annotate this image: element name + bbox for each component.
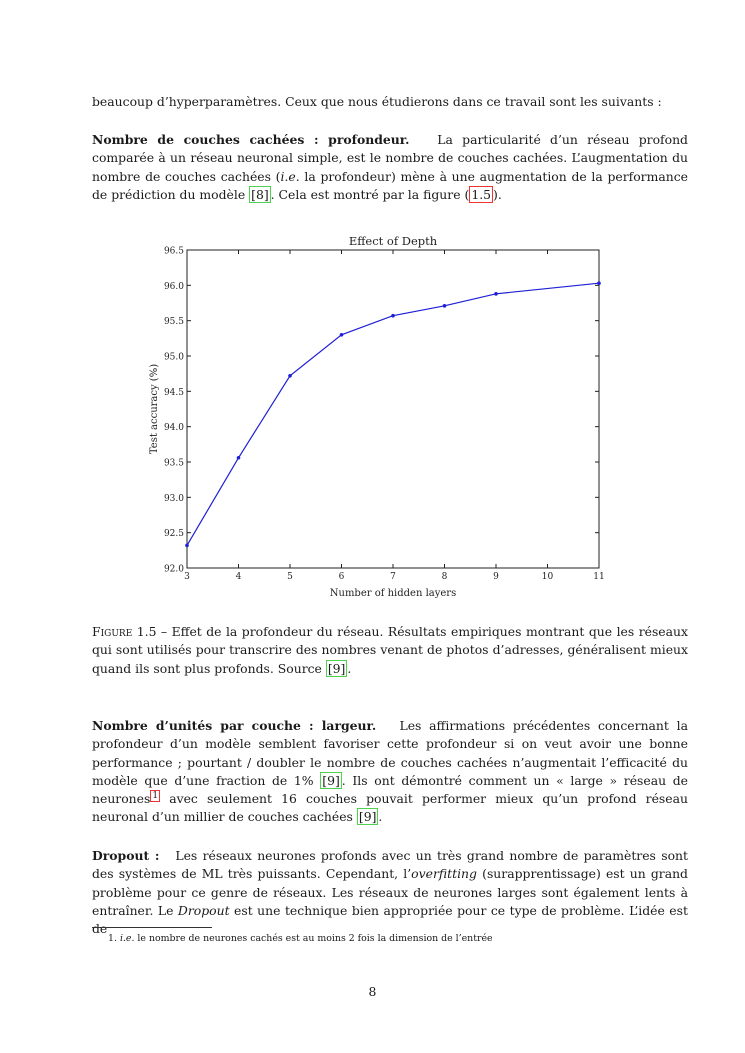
x-tick-label: 3 xyxy=(184,572,190,582)
x-tick-label: 4 xyxy=(235,572,242,582)
figure-caption: Figure 1.5 – Effet de la profondeur du réseau. Résultats empiriques montrant que les réseaux qui sont utilisés pour transcrire des nombres venant de photos d’adresses, généralisent mieux quand ils sont plus profonds. Source [9] . xyxy=(92,624,688,676)
data-point xyxy=(185,544,189,548)
chart-title: Effect of Depth xyxy=(348,234,438,248)
plot-area xyxy=(187,250,599,568)
data-point xyxy=(597,281,601,285)
depth-paragraph: Nombre de couches cachées : profondeur. La particularité d’un réseau profond comparée à un réseau neuronal simple, est le nombre de couches cachées. L’augmentation du nombre de couches cachées (i.e. la profondeur) mène à une augmentation de la performance de prédiction du modèle [8] . Cela est montré par la figure ( 1.5 ). xyxy=(92,132,688,202)
dropout-paragraph: Dropout : Les réseaux neurones profonds avec un très grand nombre de paramètres sont des systèmes de ML très puissants. Cependant, l’overfitting (surapprentissage) est un grand problème pour ce genre de réseaux. Les réseaux de neurones larges sont également lents à entraîner. Le Dropout est une technique bien appropriée pour ce type de problème. L’idée est de xyxy=(92,848,688,937)
y-tick-label: 92.0 xyxy=(163,564,184,575)
width-paragraph: Nombre d’unités par couche : largeur. Les affirmations précédentes concernant la profondeur d’un modèle semblent favoriser cette profondeur si on veut avoir une bonne performance ; pourtant / doubler le nombre de couches cachées n’augmentait l’efficacité du modèle que d’une fraction de 1% [9] . Ils ont démontré comment un « large » réseau de neurones $^1$ avec seulement 16 couches pouvait performer mieux qu’un profond réseau neuronal d’un millier de couches cachées [9] . xyxy=(92,718,689,825)
series-group xyxy=(185,281,601,547)
x-tick-label: 8 xyxy=(441,572,448,582)
data-point xyxy=(494,292,498,296)
y-tick-label: 94.0 xyxy=(163,423,184,434)
x-tick-label: 7 xyxy=(390,572,396,582)
series-line-accuracy xyxy=(187,283,599,545)
depth-heading: Nombre de couches cachées : profondeur. xyxy=(92,132,410,147)
y-tick-label: 93.5 xyxy=(163,458,184,469)
x-tick-label: 9 xyxy=(493,572,499,582)
data-point xyxy=(443,304,447,308)
intro-paragraph: beaucoup d’hyperparamètres. Ceux que nous étudierons dans ce travail sont les suivants : xyxy=(92,94,662,109)
y-tick-label: 95.5 xyxy=(163,317,184,328)
x-tick-label: 5 xyxy=(287,572,293,582)
footnote-reference-link[interactable]: 1 xyxy=(152,791,159,802)
citation-link[interactable]: [9] xyxy=(358,809,377,825)
width-heading: Nombre d’unités par couche : largeur. xyxy=(92,718,377,733)
y-tick-label: 94.5 xyxy=(163,387,184,398)
caption-label: Figure 1.5 xyxy=(92,624,157,639)
data-point xyxy=(340,333,344,337)
footnote: 1. i.e. le nombre de neurones cachés est au moins 2 fois la dimension de l’entrée xyxy=(108,933,493,944)
y-axis-ticks xyxy=(164,247,599,575)
x-tick-label: 10 xyxy=(541,572,554,582)
citation-link[interactable]: [9] xyxy=(327,660,346,676)
citation-link[interactable]: [8] xyxy=(251,186,269,202)
data-point xyxy=(288,374,292,378)
y-tick-label: 93.0 xyxy=(163,493,184,504)
dropout-heading: Dropout : xyxy=(92,848,160,863)
page-number: 8 xyxy=(368,984,377,999)
line-chart xyxy=(140,230,620,602)
data-point xyxy=(391,314,395,318)
x-axis-label: Number of hidden layers xyxy=(329,588,457,599)
y-axis-label: Test accuracy (%) xyxy=(149,363,160,455)
x-axis-ticks xyxy=(184,250,605,582)
y-tick-label: 95.0 xyxy=(163,352,184,363)
footnote-divider xyxy=(92,927,212,928)
y-tick-label: 92.5 xyxy=(163,529,184,540)
figure-effect-of-depth xyxy=(140,230,620,602)
x-tick-label: 11 xyxy=(593,572,605,582)
y-tick-label: 96.5 xyxy=(163,246,184,257)
figure-reference-link[interactable]: 1.5 xyxy=(471,186,492,202)
citation-link[interactable]: [9] xyxy=(322,772,340,788)
y-tick-label: 96.0 xyxy=(163,281,184,292)
data-point xyxy=(237,456,241,460)
x-tick-label: 6 xyxy=(338,572,345,582)
